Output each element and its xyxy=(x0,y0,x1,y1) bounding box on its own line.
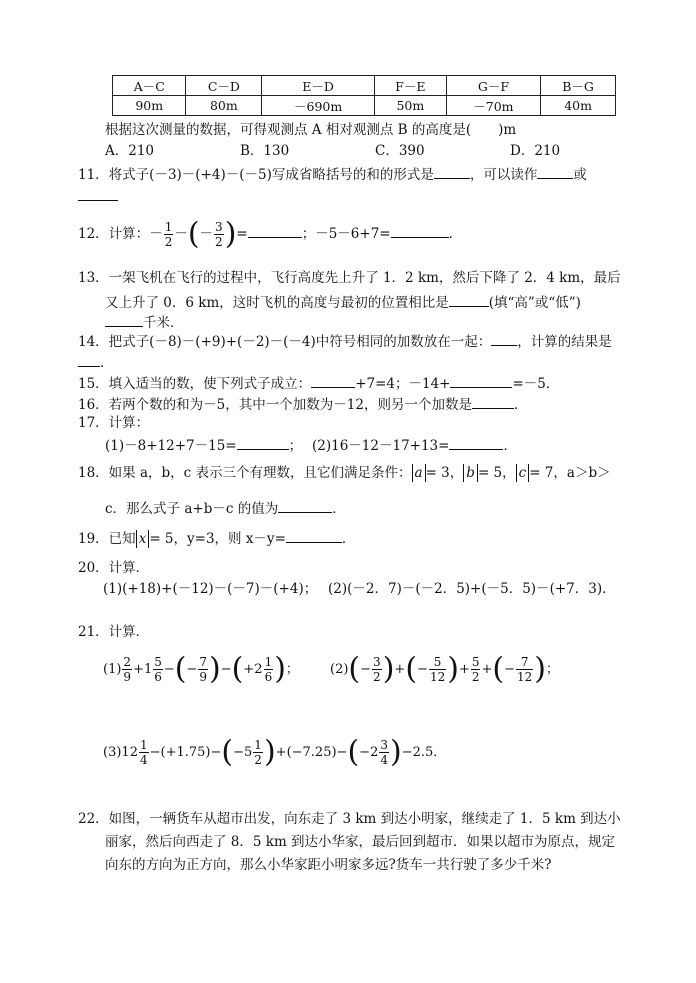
q10-option-d: D．210 xyxy=(510,143,561,159)
q13-text-b: (填“高”或“低”) xyxy=(488,295,581,311)
denominator: 2 xyxy=(215,235,223,249)
term: (−7.25) xyxy=(286,745,337,760)
q17-p1: (1)－8+12+7－15= xyxy=(105,438,237,454)
left-paren: ( xyxy=(348,651,361,687)
whole: +2 xyxy=(243,662,263,677)
table-cell: 50m xyxy=(374,96,446,116)
q14-text-b: ，计算的结果是 xyxy=(517,334,612,350)
table-value-row xyxy=(113,96,616,116)
q21-title: 21．计算． xyxy=(78,624,150,640)
right-paren: ) xyxy=(274,651,286,687)
q10-stem: 根据这次测量的数据，可得观测点 A 相对观测点 B 的高度是( )m xyxy=(105,122,517,138)
q13-text-a: 又上升了 0．6 km，这时飞机的高度与最初的位置相比是 xyxy=(105,295,449,311)
denominator: 12 xyxy=(517,670,533,684)
end-mark: ； xyxy=(285,662,299,677)
right-paren: ) xyxy=(389,734,402,770)
table-cell: －70m xyxy=(446,96,540,116)
q20-part1: (1)(+18)+(－12)－(－7)－(+4)； xyxy=(103,581,318,597)
q10-option-b: B．130 xyxy=(240,143,290,159)
q17-p2-end: ． xyxy=(503,438,517,454)
fraction xyxy=(372,655,382,684)
answer-blank xyxy=(449,435,503,450)
whole: −5 xyxy=(233,745,253,760)
denominator: 2 xyxy=(373,670,381,684)
answer-blank xyxy=(237,435,289,450)
q21-expr1: (1) $\frac{2}{9}$ +1 $\frac{5}{6}$ −(− $\frac{7}{9}$ )−(+2 $\frac{1}{6}$ )； xyxy=(103,651,299,687)
numerator: 1 xyxy=(164,220,173,234)
q10-option-c: C．390 xyxy=(375,143,425,159)
numerator: 5 xyxy=(471,655,480,669)
left-paren: ( xyxy=(405,651,418,687)
answer-blank xyxy=(286,528,342,543)
q21-expr2: (2)(− $\frac{3}{2}$ )+(− $\frac{5}{12}$ )+ $\frac{5}{2}$ +(− $\frac{7}{12}$ )； xyxy=(330,651,560,687)
part-label: (3) xyxy=(103,745,122,760)
end-mark: ． xyxy=(433,745,447,760)
denominator: 9 xyxy=(199,670,208,684)
right-paren: ) xyxy=(263,734,276,770)
abs-value: b xyxy=(463,464,478,482)
right-paren: ) xyxy=(534,651,547,687)
q22-line1: 22．如图，一辆货车从超市出发，向东走了 3 km 到达小明家，继续走了 1．5 km 到达小 xyxy=(78,811,621,827)
answer-blank xyxy=(491,331,517,346)
q11-line1 xyxy=(78,164,587,184)
q12-prefix: 12．计算： xyxy=(78,226,150,242)
q15-text-a: 15．填入适当的数，使下列式子成立： xyxy=(78,376,312,392)
numerator: 3 xyxy=(380,738,388,752)
numerator: 3 xyxy=(373,655,381,669)
left-paren: ( xyxy=(231,651,244,687)
answer-blank xyxy=(248,223,302,238)
table-header-cell: A－C xyxy=(113,76,186,96)
table-header-cell: G－F xyxy=(446,76,540,96)
denominator: 4 xyxy=(380,753,388,767)
answer-blank xyxy=(449,292,489,307)
q17-title: 17．计算： xyxy=(78,415,150,431)
numerator: 2 xyxy=(123,655,132,669)
whole: 12 xyxy=(121,745,138,760)
abs-value: x xyxy=(136,530,150,548)
fraction xyxy=(429,655,446,684)
left-paren: ( xyxy=(347,734,360,770)
table-cell: －690m xyxy=(262,96,375,116)
fraction xyxy=(198,655,208,684)
q14-text-c: ． xyxy=(100,355,114,371)
answer-blank xyxy=(434,164,470,179)
q19-text-c: ． xyxy=(341,531,356,547)
q17-p2: (2)16－12－17+13= xyxy=(312,438,450,454)
q20-title: 20．计算． xyxy=(78,560,150,576)
q19-text-b: = 5，y=3，则 x－y= xyxy=(149,531,286,547)
q18-text-c: ． xyxy=(332,501,346,517)
q13-line1: 13．一架飞机在飞行的过程中，飞行高度先上升了 1．2 km，然后下降了 2．4 km，最后 xyxy=(78,270,621,286)
answer-blank xyxy=(105,312,143,327)
abs-value: a xyxy=(412,464,426,482)
numerator: 1 xyxy=(254,738,262,752)
q17-p1-end: ； xyxy=(288,438,303,454)
q20-part2: (2)(－2．7)－(－2．5)+(－5．5)－(+7．3)． xyxy=(328,581,616,597)
answer-blank xyxy=(450,373,512,388)
table-header-cell: B－G xyxy=(541,76,616,96)
q10-option-a: A．210 xyxy=(105,143,155,159)
numerator: 1 xyxy=(264,655,273,669)
table-header-cell: C－D xyxy=(186,76,262,96)
q12-line xyxy=(78,216,462,252)
minus-sign: － xyxy=(174,226,188,242)
right-paren: ) xyxy=(447,651,459,687)
left-paren: ( xyxy=(174,651,187,687)
denominator: 12 xyxy=(429,670,446,684)
table-cell: 90m xyxy=(113,96,186,116)
denominator: 6 xyxy=(154,670,162,684)
fraction xyxy=(122,655,132,684)
fraction xyxy=(253,738,263,767)
numerator: 1 xyxy=(139,738,148,752)
fraction xyxy=(139,738,149,767)
denominator: 2 xyxy=(254,753,262,767)
denominator: 2 xyxy=(164,235,173,249)
q14-line2 xyxy=(78,352,114,372)
q15-text-b: +7=4；－14+ xyxy=(355,376,451,392)
q13-line3 xyxy=(105,312,184,332)
whole: +1 xyxy=(133,662,153,677)
answer-blank xyxy=(472,394,514,409)
equals-sign: = xyxy=(236,226,248,242)
measurement-table xyxy=(112,75,616,116)
numerator: 3 xyxy=(215,220,223,234)
q16-text-b: ． xyxy=(513,397,528,413)
fraction xyxy=(214,220,224,249)
answer-blank xyxy=(311,373,355,388)
q18-text-a: 18．如果 a，b，c 表示三个有理数，且它们满足条件： xyxy=(78,465,412,481)
q18-line1 xyxy=(78,464,611,482)
numerator: 7 xyxy=(516,655,533,670)
term: (+1.75) xyxy=(160,745,211,760)
fraction xyxy=(164,220,174,249)
fraction xyxy=(264,655,274,684)
term: −2.5 xyxy=(401,745,434,760)
q18-v2r: = 5， xyxy=(477,465,516,481)
fraction xyxy=(471,655,481,684)
q18-text-b: c．那么式子 a+b－c 的值为 xyxy=(105,501,279,517)
q14-line1 xyxy=(78,331,612,351)
end-mark: ； xyxy=(546,662,560,677)
right-paren: ) xyxy=(382,651,395,687)
left-paren: ( xyxy=(187,216,200,252)
whole: −2 xyxy=(359,745,379,760)
right-paren: ) xyxy=(224,216,237,252)
numerator: 5 xyxy=(429,655,446,670)
q11-line2 xyxy=(78,186,118,206)
q15-text-c: =－5． xyxy=(512,376,560,392)
answer-blank xyxy=(78,352,100,367)
q17-part2 xyxy=(312,435,517,455)
denominator: 4 xyxy=(139,753,148,767)
table-header-cell: E－D xyxy=(262,76,375,96)
answer-blank xyxy=(537,164,573,179)
part-label: (2) xyxy=(330,662,349,677)
minus-sign: － xyxy=(149,226,163,242)
denominator: 6 xyxy=(264,670,273,684)
right-paren: ) xyxy=(209,651,221,687)
left-paren: ( xyxy=(492,651,505,687)
q14-text-a: 14．把式子(－8)－(+9)+(－2)－(－4)中符号相同的加数放在一起： xyxy=(78,334,492,350)
minus-sign: － xyxy=(199,226,214,242)
answer-blank xyxy=(391,223,449,238)
q22-line3: 向东的方向为正方向，那么小华家距小明家多远?货车一共行驶了多少千米? xyxy=(105,857,552,873)
q15-line xyxy=(78,373,559,393)
q21-expr3: (3)12 $\frac{1}{4}$ −(+1.75)−(−5 $\frac{1}{2}$ )+(−7.25)−(−2 $\frac{3}{4}$ )−2.5． xyxy=(103,734,447,770)
q16-line xyxy=(78,394,527,414)
left-paren: ( xyxy=(221,734,234,770)
denominator: 2 xyxy=(471,670,480,684)
numerator: 7 xyxy=(199,655,208,669)
numerator: 5 xyxy=(154,655,162,669)
part-label: (1) xyxy=(103,662,122,677)
table-cell: 80m xyxy=(186,96,262,116)
q16-text-a: 16．若两个数的和为－5，其中一个加数为－12，则另一个加数是 xyxy=(78,397,472,413)
q11-text-b: ，可以读作 xyxy=(469,167,538,183)
answer-blank xyxy=(278,498,332,513)
q22-line2: 丽家，然后向西走了 8．5 km 到达小华家，最后回到超市．如果以超市为原点，规定 xyxy=(105,834,616,850)
q13-text-c: 千米． xyxy=(143,315,184,331)
q11-text-a: 11．将式子(－3)－(+4)－(－5)写成省略括号的和的形式是 xyxy=(78,167,434,183)
abs-value: c xyxy=(516,464,530,482)
q12-end: ． xyxy=(448,226,463,242)
q19-line xyxy=(78,528,355,548)
q18-v1r: = 3， xyxy=(425,465,464,481)
q11-text-c: 或 xyxy=(573,167,587,183)
fraction xyxy=(153,655,163,684)
q12-part2: ；－5－6+7= xyxy=(301,226,391,242)
table-cell: 40m xyxy=(541,96,616,116)
fraction xyxy=(379,738,389,767)
q19-text-a: 19．已知 xyxy=(78,531,136,547)
q13-line2 xyxy=(105,292,581,312)
denominator: 9 xyxy=(123,670,132,684)
answer-blank xyxy=(78,186,118,201)
table-header-cell: F－E xyxy=(374,76,446,96)
q18-line2 xyxy=(105,498,346,518)
q17-part1 xyxy=(105,435,302,455)
q18-v3r: = 7，a＞b＞ xyxy=(529,465,611,481)
fraction xyxy=(516,655,533,684)
table-header-row xyxy=(113,76,616,96)
